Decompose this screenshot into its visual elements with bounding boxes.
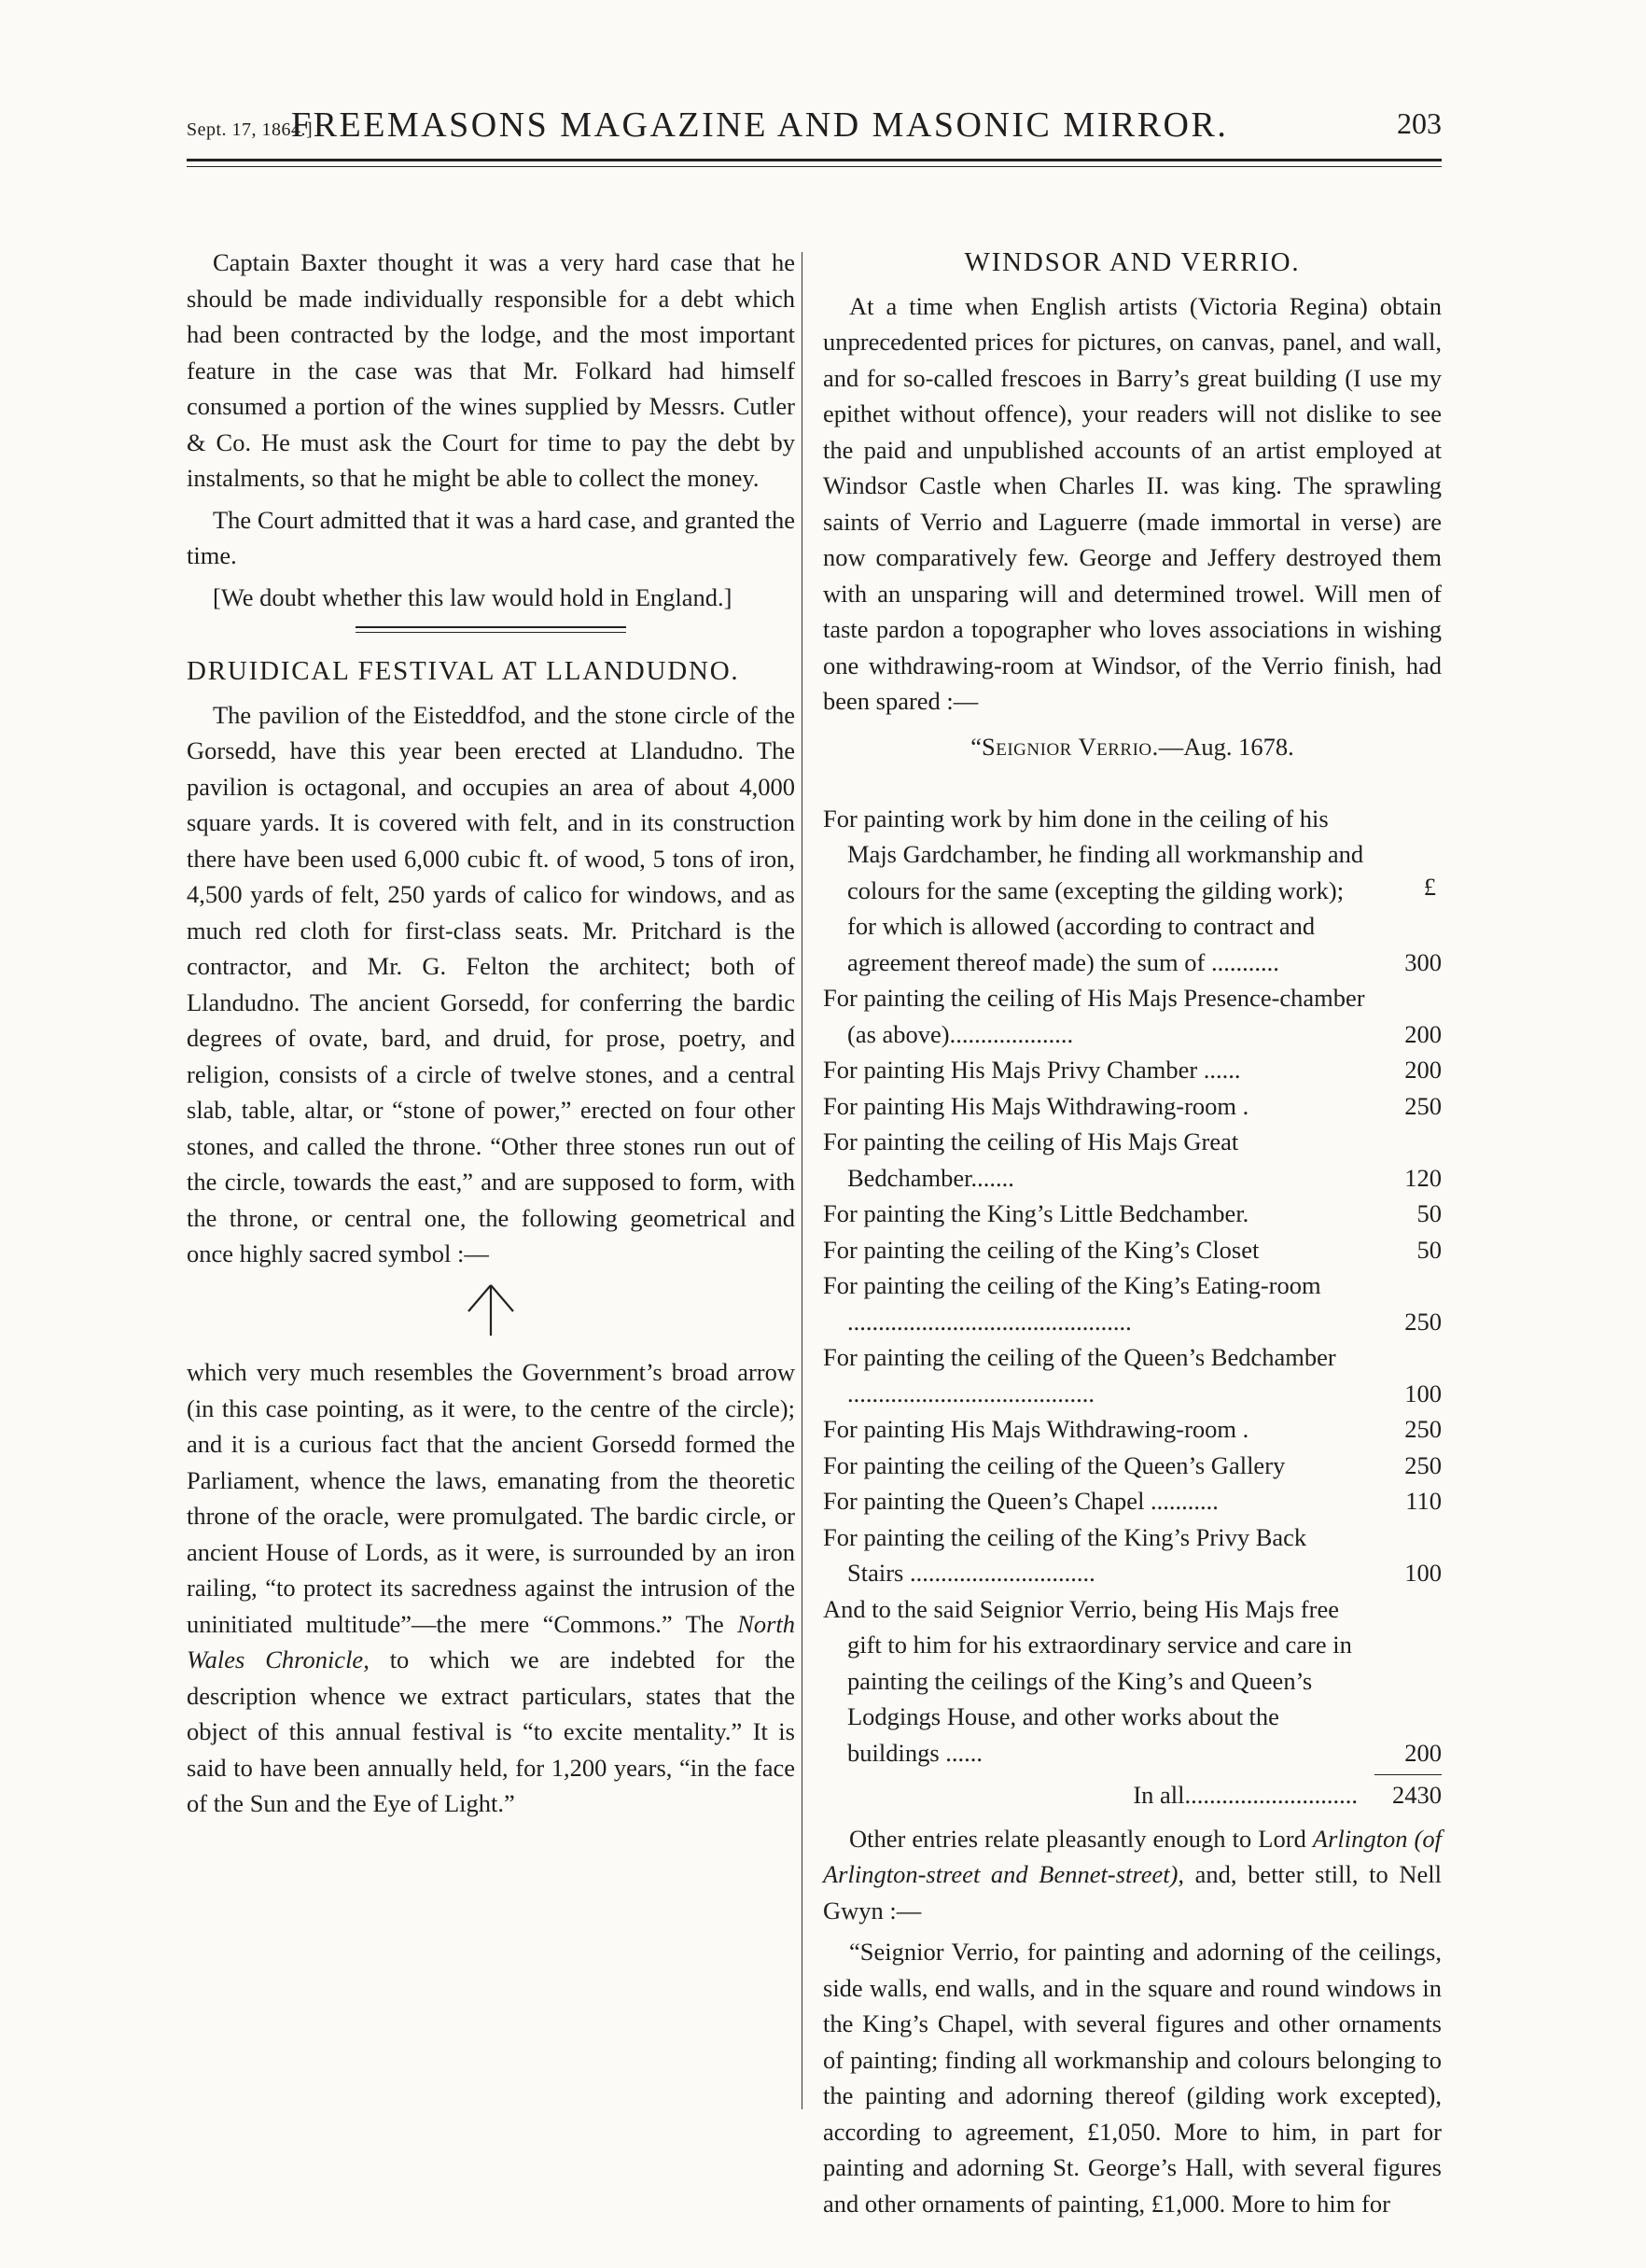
broad-arrow-symbol	[187, 1280, 795, 1350]
accounts-heading	[823, 729, 1442, 765]
broad-arrow-icon	[463, 1280, 519, 1339]
account-entry	[823, 1267, 1442, 1339]
header-rule-thin	[187, 166, 1442, 167]
account-entry	[823, 1339, 1442, 1411]
account-entry	[823, 1448, 1442, 1484]
left-column	[187, 245, 795, 1827]
account-entry-amount: 250	[1404, 1307, 1442, 1336]
account-entry-amount: 300	[1404, 947, 1442, 976]
account-entry-amount: 120	[1404, 1163, 1442, 1192]
windsor-paragraph-2-part-a: Other entries relate pleasantly enough to Lord	[849, 1824, 1313, 1853]
windsor-paragraph-2	[823, 1821, 1442, 1929]
account-entry	[823, 1052, 1442, 1088]
account-entry-text: For painting His Majs Withdrawing-room .	[823, 1091, 1249, 1120]
accounts-list	[823, 801, 1442, 1771]
account-entry-text: And to the said Seignior Verrio, being His Majs free gift to him for his extraordinary service and care in painting the ceilings of the King’s and Queen’s Lodgings House, and other works about the buildings ......	[823, 1594, 1352, 1767]
account-entry-text: For painting the ceiling of the King’s Closet	[823, 1235, 1260, 1264]
druid-paragraph-2-part-a: which very much resembles the Government’s broad arrow (in this case pointing, as it were, to the centre of the circle); and it is a curious fact that the ancient Gorsedd formed the Parliament, whence the laws, emanating from the theoretic throne of the oracle, were promulgated. The bardic circle, or ancient House of Lords, as it were, is surrounded by an iron railing, “to protect its sacredness against the intrusion of the uninitiated multitude”—the mere “Commons.” The	[187, 1358, 795, 1638]
account-entry-amount: 100	[1404, 1379, 1442, 1407]
total-amount: 2430	[1392, 1781, 1442, 1809]
druid-paragraph-2-part-b: to which we are indebted for the description whence we extract particulars, states that the object of this annual festival is “to excite mentality.” It is said to have been annually held, for 1,200 years, “in the face of the Sun and the Eye of Light.”	[187, 1645, 795, 1817]
accounts-total	[823, 1777, 1442, 1813]
account-entry-text: For painting the ceiling of the Queen’s Gallery	[823, 1450, 1286, 1479]
accounts-date: —Aug. 1678.	[1158, 732, 1294, 761]
arlington-note: Arlington (of Arlington-street and Bennet-street),	[823, 1824, 1442, 1888]
account-entry-amount: 100	[1404, 1559, 1442, 1587]
account-entry	[823, 1591, 1442, 1771]
header-rule-thick	[187, 159, 1442, 161]
account-entry-text: For painting His Majs Withdrawing-room .	[823, 1415, 1249, 1443]
account-entry-text: For painting the ceiling of His Majs Great Bedchamber.......	[823, 1127, 1239, 1192]
account-entry-amount: 200	[1404, 1738, 1442, 1767]
account-entry	[823, 1088, 1442, 1125]
newspaper-name: North Wales Chronicle,	[187, 1609, 795, 1673]
total-rule	[1374, 1774, 1442, 1775]
total-label: In all............................	[1133, 1781, 1358, 1809]
account-entry-text: For painting the ceiling of His Majs Presence-chamber (as above)....................	[823, 984, 1365, 1048]
account-entry-amount: 200	[1404, 1056, 1442, 1084]
windsor-paragraph-2-part-b: and, better still, to Nell Gwyn :—	[823, 1860, 1442, 1925]
account-entry	[823, 1124, 1442, 1196]
windsor-paragraph-1: At a time when English artists (Victoria Regina) obtain unprecedented prices for pictures, on canvas, panel, and wall, and for so-called frescoes in Barry’s great building (I use my epithet without offence), your readers will not dislike to see the paid and unpublished accounts of an artist employed at Windsor Castle when Charles II. was king. The sprawling saints of Verrio and Laguerre (made immortal in verse) are now comparatively few. George and Jeffery destroyed them with an unsparing will and determined trowel. Will men of taste pardon a topographer who loves associations in wishing one withdrawing-room at Windsor, of the Verrio finish, had been spared :—	[823, 291, 1442, 715]
section-divider-rule	[356, 626, 626, 633]
baxter-paragraph-2: The Court admitted that it was a hard case, and granted the time.	[187, 505, 796, 569]
account-entry-amount: 250	[1404, 1450, 1442, 1479]
page-header	[187, 101, 1442, 153]
account-entry-text: For painting the ceiling of the King’s Eating-room ..............................................	[823, 1271, 1321, 1336]
account-entry	[823, 1196, 1442, 1232]
page-number: 203	[1397, 106, 1442, 140]
account-entry	[823, 1232, 1442, 1268]
account-entry-amount: 200	[1404, 1019, 1442, 1048]
account-entry-text: For painting the ceiling of the King’s Privy Back Stairs ..............................	[823, 1522, 1307, 1587]
account-entry	[823, 1519, 1442, 1591]
account-entry	[823, 980, 1442, 1052]
druid-paragraph-2	[187, 1354, 795, 1822]
account-entry-amount: 250	[1404, 1091, 1442, 1120]
account-entry-text: For painting His Majs Privy Chamber ......	[823, 1056, 1241, 1084]
windsor-paragraph-3: “Seignior Verrio, for painting and adorning of the ceilings, side walls, end walls, and in the square and round windows in the King’s Chapel, with several figures and other ornaments of painting; finding all workmanship and colours belonging to the painting and adorning thereof (gilding work excepted), according to agreement, £1,050. More to him, in part for painting and adorning St. George’s Hall, with several figures and other ornaments of painting, £1,000. More to him for	[823, 1938, 1442, 2218]
pound-sign: £	[1423, 873, 1436, 901]
windsor-article-title: WINDSOR AND VERRIO.	[964, 247, 1301, 277]
account-entry-text: For painting work by him done in the ceiling of his Majs Gardchamber, he finding all workmanship and colours for the same (excepting the gilding work); for which is allowed (according to contract and agreement thereof made) the sum of ...........	[823, 804, 1364, 976]
accounts-name: Seignior Verrio.	[982, 732, 1159, 761]
account-entry-amount: 250	[1404, 1415, 1442, 1443]
account-entry	[823, 1483, 1442, 1519]
account-entry-amount: 50	[1416, 1199, 1442, 1227]
magazine-title: FREEMASONS MAGAZINE AND MASONIC MIRROR.	[291, 105, 1229, 145]
account-entry-amount: 110	[1405, 1487, 1442, 1515]
accounts-quote-mark: “	[970, 732, 982, 761]
account-entry	[823, 801, 1442, 981]
account-entry	[823, 1411, 1442, 1448]
issue-date: Sept. 17, 1864.]	[187, 119, 314, 140]
druid-paragraph-1: The pavilion of the Eisteddfod, and the stone circle of the Gorsedd, have this year been erected at Llandudno. The pavilion is octagonal, and occupies an area of about 4,000 square yards. It is covered with felt, and in its construction there have been used 6,000 cubic ft. of wood, 5 tons of iron, 4,500 yards of felt, 250 yards of calico for windows, and as much red cloth for first-class seats. Mr. Pritchard is the contractor, and Mr. G. Felton the architect; both of Llandudno. The ancient Gorsedd, for conferring the bardic degrees of ovate, bard, and druid, for prose, poetry, and religion, consists of a circle of twelve stones, and a central slab, table, altar, or “stone of power,” erected on four other stones, and called the throne. “Other three stones run out of the circle, towards the east,” and are supposed to form, with the throne, or central one, the following geometrical and once highly sacred symbol :—	[187, 700, 795, 1267]
baxter-paragraph-3: [We doubt whether this law would hold in England.]	[213, 582, 732, 611]
right-column	[823, 245, 1442, 2227]
account-entry-text: For painting the ceiling of the Queen’s Bedchamber ........................................	[823, 1343, 1336, 1407]
account-entry-text: For painting the King’s Little Bedchamber.	[823, 1199, 1249, 1227]
baxter-paragraph-1: Captain Baxter thought it was a very hard case that he should be made individually responsible for a debt which had been contracted by the lodge, and the most important feature in the case was that Mr. Folkard had himself consumed a portion of the wines supplied by Messrs. Cutler & Co. He must ask the Court for time to pay the debt by instalments, so that he might be able to collect the money.	[187, 248, 795, 492]
druid-article-title: DRUIDICAL FESTIVAL AT LLANDUDNO.	[187, 656, 740, 686]
account-entry-text: For painting the Queen’s Chapel ...........	[823, 1487, 1219, 1515]
account-entry-amount: 50	[1416, 1235, 1442, 1264]
